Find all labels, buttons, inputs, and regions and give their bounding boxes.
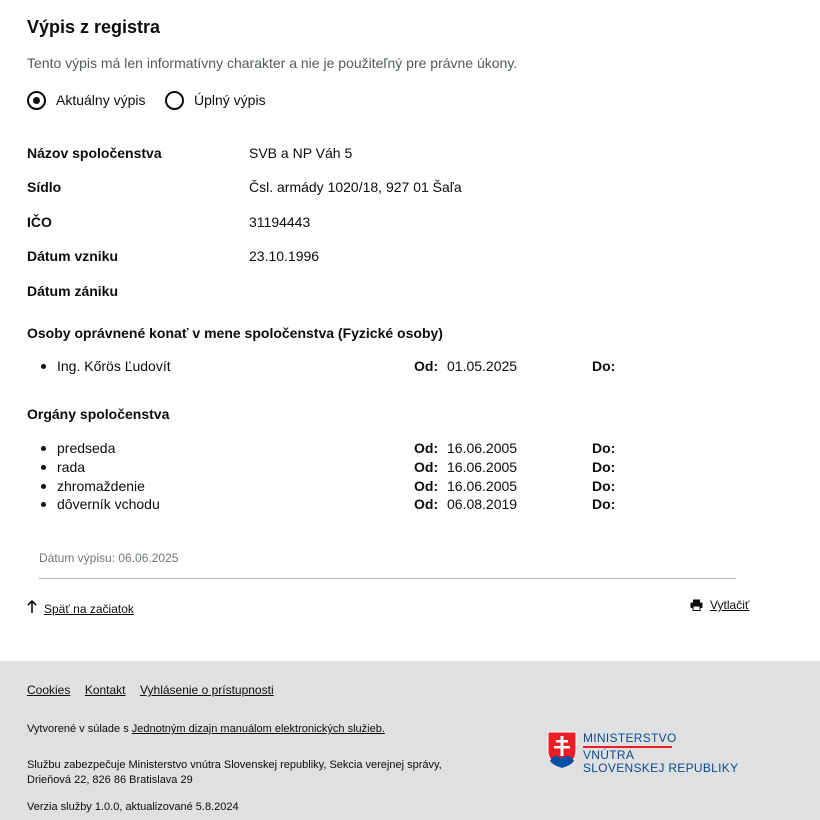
detail-value-name: SVB a NP Váh 5 [249,145,353,161]
organ-od-label: Od: [414,496,439,512]
radio-full-extract[interactable] [165,89,266,111]
detail-label-dissolved: Dátum zániku [27,283,119,299]
organ-od-value: 16.06.2005 [447,440,518,456]
bullet-icon [41,446,46,451]
organ-name: predseda [57,440,116,456]
back-to-top-link[interactable] [27,598,134,616]
footer-version: Verzia služby 1.0.0, aktualizované 5.8.2024 [27,801,239,813]
organ-od-label: Od: [414,459,439,475]
person-do-label: Do: [592,358,616,374]
footer-provider-line2: Drieňová 22, 826 86 Bratislava 29 [27,774,193,786]
organ-od-label: Od: [414,440,439,456]
extract-date: Dátum výpisu: 06.06.2025 [39,551,179,565]
organs-heading: Orgány spoločenstva [27,406,170,422]
organ-name: dôverník vchodu [57,496,160,512]
person-name: Ing. Kőrös Ľudovít [57,358,171,374]
persons-heading: Osoby oprávnené konať v mene spoločenstva (Fyzické osoby) [27,325,443,341]
radio-checked-icon [27,91,46,110]
organ-do-label: Do: [592,440,616,456]
detail-value-seat: Čsl. armády 1020/18, 927 01 Šaľa [249,179,462,195]
page-title: Výpis z registra [27,17,161,37]
organ-od-value: 06.08.2019 [447,496,518,512]
organ-name: rada [57,459,86,475]
printer-icon [690,599,703,611]
radio-full-label: Úplný výpis [194,92,266,108]
bullet-icon [41,364,46,369]
person-od-label: Od: [414,358,439,374]
ministry-logo-line3: SLOVENSKEJ REPUBLIKY [583,761,739,775]
bullet-icon [41,465,46,470]
detail-label-name: Názov spoločenstva [27,145,162,161]
bullet-icon [41,484,46,489]
detail-label-founded: Dátum vzniku [27,248,119,264]
organ-name: zhromaždenie [57,478,145,494]
detail-label-ico: IČO [27,214,52,230]
print-label: Vytlačiť [710,598,750,612]
radio-current-label: Aktuálny výpis [56,92,146,108]
footer-link-contact[interactable]: Kontakt [84,683,126,697]
detail-value-ico: 31194443 [249,214,311,230]
footer-design-manual-link[interactable]: Jednotným dizajn manuálom elektronických služieb. [131,723,385,735]
arrow-up-icon [27,600,37,614]
back-to-top-label: Späť na začiatok [44,602,134,616]
page-lead: Tento výpis má len informatívny charakter a nie je použiteľný pre právne úkony. [27,55,518,71]
footer-provider-line1: Službu zabezpečuje Ministerstvo vnútra Slovenskej republiky, Sekcia verejnej správy, [27,759,442,771]
slovak-coat-of-arms-icon [547,731,577,769]
radio-current-extract[interactable] [27,89,145,111]
radio-unchecked-icon [165,91,184,110]
footer-link-accessibility[interactable]: Vyhlásenie o prístupnosti [139,683,274,697]
footer-created-note [27,723,385,735]
person-od-value: 01.05.2025 [447,358,518,374]
organ-od-label: Od: [414,478,439,494]
bullet-icon [41,502,46,507]
print-link[interactable] [690,598,749,612]
detail-label-seat: Sídlo [27,179,62,195]
detail-value-founded: 23.10.1996 [249,248,320,264]
ministry-logo-line1: MINISTERSTVO [583,731,677,745]
footer [0,661,820,820]
footer-link-cookies[interactable]: Cookies [27,683,71,697]
organ-od-value: 16.06.2005 [447,459,518,475]
organ-od-value: 16.06.2005 [447,478,518,494]
organ-do-label: Do: [592,459,616,475]
footer-created-prefix: Vytvorené v súlade s [27,723,132,735]
organ-do-label: Do: [592,478,616,494]
divider [39,578,736,579]
organ-do-label: Do: [592,496,616,512]
ministry-logo-line2: VNÚTRA [583,748,635,762]
